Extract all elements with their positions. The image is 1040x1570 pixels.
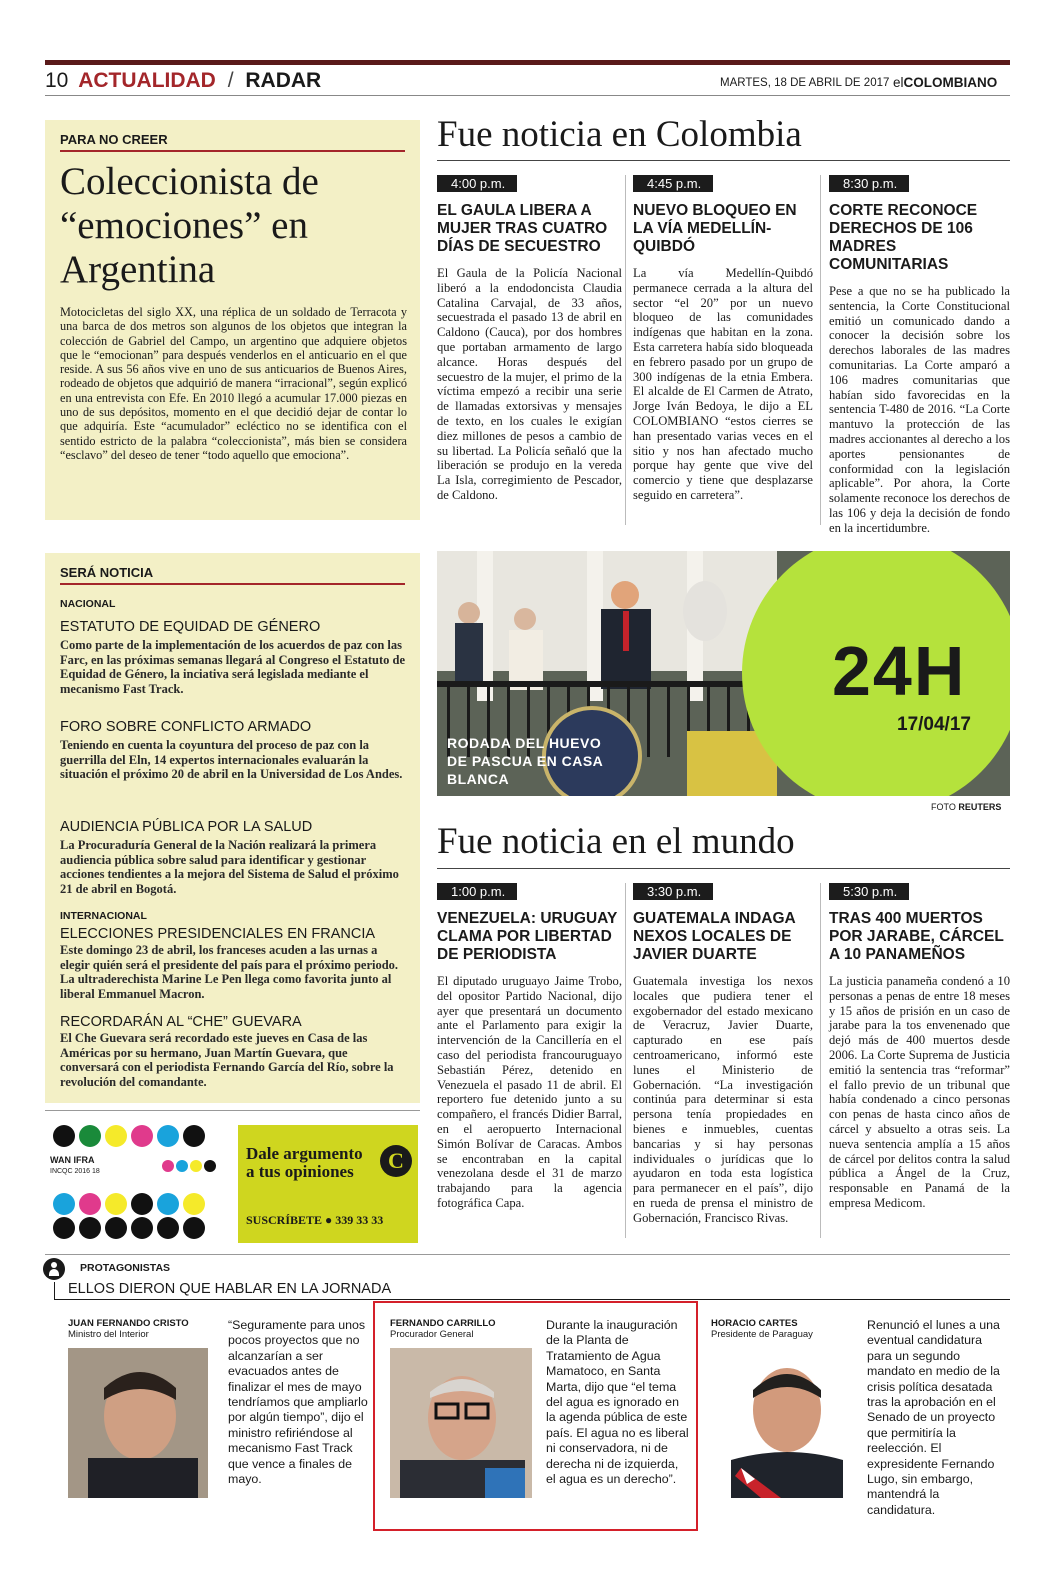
- section-name: ACTUALIDAD: [78, 69, 216, 92]
- item-headline: CORTE RECONOCE DERECHOS DE 106 MADRES COMUNITARIAS: [829, 202, 978, 273]
- column-rule: [820, 175, 821, 525]
- protagonistas-subtitle-rule: [54, 1299, 1010, 1300]
- mundo-item: [633, 883, 813, 1226]
- promo-line-2: a tus opiniones: [246, 1162, 354, 1181]
- section-separator: /: [227, 69, 234, 92]
- mundo-section-title: Fue noticia en el mundo: [437, 821, 795, 862]
- protagonist-name: JUAN FERNANDO CRISTO: [68, 1318, 189, 1329]
- mundo-item: [437, 883, 622, 1211]
- protagonist-name: HORACIO CARTES: [711, 1318, 798, 1329]
- sera-noticia-item: [60, 819, 405, 896]
- column-rule: [625, 175, 626, 525]
- item-title: AUDIENCIA PÚBLICA POR LA SALUD: [60, 819, 313, 835]
- brand-prefix: el: [893, 75, 904, 90]
- protagonist-photo: [721, 1348, 851, 1498]
- protagonist-card: [711, 1318, 1011, 1517]
- sera-noticia-item: [60, 619, 405, 696]
- protagonist-card: [68, 1318, 368, 1508]
- wan-ifra-label: WAN IFRA: [50, 1155, 95, 1165]
- time-badge: 5:30 p.m.: [829, 883, 909, 900]
- page-number: 10: [45, 69, 69, 92]
- item-title: ESTATUTO DE EQUIDAD DE GÉNERO: [60, 619, 321, 635]
- protagonistas-rule: [45, 1254, 1010, 1255]
- subscribe-ad[interactable]: [238, 1125, 418, 1243]
- subsection-name: RADAR: [245, 69, 322, 92]
- protagonist-quote: Renunció el lunes a una eventual candidatura para un segundo mandato en medio de la crisis política desatada tras la aprobación en el Senado de un proyecto que permitiría la reelección. El expresidente Fernando Lugo, sin embargo, mantendrá la candidatura.: [867, 1318, 1000, 1517]
- photo-24h: [437, 551, 1010, 796]
- promo-line-1: Dale argumento: [246, 1144, 363, 1163]
- time-badge: 1:00 p.m.: [437, 883, 517, 900]
- protagonistas-label: PROTAGONISTAS: [80, 1262, 171, 1274]
- colombia-item: [829, 175, 1010, 536]
- promo-cta[interactable]: SUSCRÍBETE ● 339 33 33: [246, 1213, 384, 1227]
- item-body: La vía Medellín-Quibdó permanece cerrada a la altura del sector “el 20” por un nuevo bloqueo de las comunidades indígenas que habitan en la zona. Esta carretera había sido bloqueada en febrero pasado por un grupo de 300 indígenas de la etnia Embera. El alcalde de El Carmen de Atrato, Jorge Iván Bedoya, le dijo a EL COLOMBIANO “estos cierres se han presentado varias veces en el sitio y nos han afectado mucho porque hay gente que vive del comercio y tiene que desplazarse seguido en carretera”.: [633, 266, 813, 502]
- item-title: RECORDARÁN AL “CHE” GUEVARA: [60, 1014, 302, 1030]
- badge-24h: 24H: [832, 632, 967, 710]
- item-body: El diputado uruguayo Jaime Trobo, del opositor Partido Nacional, dijo ayer que presentará un documento ante el Parlamento para exigir la intervención de la Cancillería en el caso del periodista francouruguayo Sebastián Pérez, detenido en Venezuela el pasado 11 de abril. El reportero fue detenido junto a su compañero, el francés Didier Barral, en el aeropuerto Internacional Simón Bolívar de Caracas. Ambos se encontraban en la capital venezolana desde el 31 de marzo trabajando para la agencia fotográfica Capa.: [437, 974, 622, 1210]
- protagonist-quote: “Seguramente para unos pocos proyectos que no alcanzarían a ser evacuados antes de finalizar el mes de mayo tendríamos que ampliarlo por algún tiempo”, dijo el ministro refiriéndose al mecanismo Fast Track que vence a finales de mayo.: [228, 1318, 368, 1487]
- item-body: El Che Guevara será recordado este jueves en Casa de las Américas por su hermano, Juan Martín Guevara, que conversará con el periodista Fernando García del Río, sobre la revolución del comandante.: [60, 1031, 394, 1089]
- item-headline: TRAS 400 MUERTOS POR JARABE, CÁRCEL A 10 PANAMEÑOS: [829, 910, 1004, 963]
- ads-rule: [45, 1110, 420, 1111]
- header-bottom-rule: [45, 95, 1010, 96]
- protagonistas-bracket: [54, 1282, 55, 1300]
- item-body: La Procuraduría General de la Nación realizará la primera audiencia pública sobre salud para identificar y gestionar acciones tendientes a la mejora del Sistema de Salud el próximo 21 de abril en Bogotá.: [60, 838, 399, 896]
- protagonist-role: Ministro del Interior: [68, 1329, 149, 1340]
- photo-caption: RODADA DEL HUEVO DE PASCUA EN CASA BLANCA: [447, 735, 603, 787]
- internacional-subhead: INTERNACIONAL: [60, 910, 147, 922]
- sera-noticia-item: [60, 719, 405, 782]
- item-title: FORO SOBRE CONFLICTO ARMADO: [60, 719, 312, 735]
- mundo-title-rule: [437, 868, 1010, 869]
- protagonist-name: FERNANDO CARRILLO: [390, 1318, 496, 1329]
- protagonist-card: [390, 1318, 690, 1508]
- badge-24h-date: 17/04/17: [897, 714, 971, 735]
- para-no-creer-label: PARA NO CREER: [60, 132, 405, 152]
- page-header: [45, 68, 321, 94]
- item-body: Guatemala investiga los nexos locales que pudiera tener el exgobernador del estado mexicano de Veracruz, Javier Duarte, capturado en ese país centroamericano, informó este lunes el Ministerio de Gobernación. “La investigación continúa para determinar si esta persona tenía propiedades en bienes e inmuebles, cuentas bancarias y si hay personas individuales o jurídicas que lo ayudaron en toda esta logística para permanecer en el país”, dijo en rueda de prensa el ministro de Gobernación, Francisco Rivas.: [633, 974, 813, 1225]
- item-body: Este domingo 23 de abril, los franceses acuden a las urnas a elegir quién será el presidente del país para el próximo periodo. La ultraderechista Marine Le Pen llega como favorita junto al liberal Emmanuel Macron.: [60, 943, 399, 1001]
- mundo-item: [829, 883, 1010, 1211]
- item-body: El Gaula de la Policía Nacional liberó a la endodoncista Claudia Catalina Carvajal, de 33 años, secuestrada el pasado 13 de abril en Caldono (Cauca), por dos hombres que portaban armamento de largo alcance. Horas después del secuestro de la mujer, el primo de la víctima empezó a recibir una serie de llamadas extorsivas y mensajes de texto, en los cuales le exigían diez millones de pesos a cambio de su libertad. La Policía señaló que la liberación se produjo en la vereda La Isla, corregimiento de Pescador, de Caldono.: [437, 266, 622, 502]
- header-top-rule: [45, 60, 1010, 65]
- item-title: ELECCIONES PRESIDENCIALES EN FRANCIA: [60, 926, 376, 942]
- item-headline: VENEZUELA: URUGUAY CLAMA POR LIBERTAD DE PERIODISTA: [437, 910, 617, 963]
- colombia-item: [633, 175, 813, 503]
- item-headline: GUATEMALA INDAGA NEXOS LOCALES DE JAVIER DUARTE: [633, 910, 796, 963]
- time-badge: 4:00 p.m.: [437, 175, 517, 192]
- sera-noticia-label: SERÁ NOTICIA: [60, 565, 405, 585]
- colombia-title-rule: [437, 160, 1010, 161]
- promo-logo: C: [380, 1145, 412, 1177]
- sera-noticia-item: [60, 1014, 405, 1089]
- brand-main: COLOMBIANO: [903, 75, 998, 90]
- protagonist-role: Procurador General: [390, 1329, 474, 1340]
- item-body: La justicia panameña condenó a 10 personas a penas de entre 18 meses y 15 años de prisión en un caso de jarabe para la tos envenenado que dejó más de 400 muertos desde 2006. La Corte Suprema de Justicia emitió la sentencia tras “reformar” el fallo previo de un tribunal que había condenado a cinco personas con penas de hasta cinco años de cárcel y absuelto a otras seis. La nueva sentencia amplía a 15 años de cárcel por delitos contra la salud pública a Ángel de la Cruz, responsable en Panamá de la empresa Medicom.: [829, 974, 1010, 1210]
- para-no-creer-body: Motocicletas del siglo XX, una réplica de un soldado de Terracota y una barca de dos metros son algunos de los objetos que integran la colección de Gabriel del Campo, un argentino que adquiere objetos que le “emocionan” para después venderlos en el anticuario en el que reside. A sus 56 años vive en uno de sus anticuarios de Buenos Aires, rodeado de objetos que adquirió de manera “irracional”, según explicó en una entrevista con Efe. En 2010 llegó a acumular 17.000 piezas en uno de sus depósitos, momento en el que decidió dejar de contar lo que adquiría. Este “acumulador” ecléctico no se identifica con el sentido estricto de la palabra “coleccionista”, más bien se considera “esclavo” del deseo de tener “todo aquello que emociona”.: [60, 305, 407, 462]
- time-badge: 4:45 p.m.: [633, 175, 713, 192]
- protagonist-photo: [390, 1348, 532, 1498]
- item-headline: EL GAULA LIBERA A MUJER TRAS CUATRO DÍAS DE SECUESTRO: [437, 202, 608, 255]
- protagonist-photo: [68, 1348, 208, 1498]
- photo-credit-name: REUTERS: [958, 802, 1002, 812]
- photo-credit-prefix: FOTO: [931, 802, 956, 812]
- column-rule: [820, 883, 821, 1238]
- para-no-creer-title: Coleccionista de “emociones” en Argentina: [60, 160, 319, 291]
- item-body: Teniendo en cuenta la coyuntura del proceso de paz con la guerrilla del Eln, 14 expertos internacionales evaluarán la situación el próximo 20 de abril en la Universidad de Los Andes.: [60, 738, 403, 782]
- protagonistas-subtitle: ELLOS DIERON QUE HABLAR EN LA JORNADA: [68, 1281, 392, 1297]
- item-body: Como parte de la implementación de los acuerdos de paz con las Farc, en las próximas semanas llegará al Congreso el Estatuto de Equidad de Género, la inciativa será legislada mediante el mecanismo Fast Track.: [60, 638, 406, 696]
- color-control-strip: [50, 1122, 225, 1240]
- sera-noticia-item: [60, 926, 405, 1001]
- photo-credit: [931, 802, 1001, 812]
- brand-logo: [893, 75, 997, 90]
- protagonist-role: Presidente de Paraguay: [711, 1329, 813, 1340]
- item-headline: NUEVO BLOQUEO EN LA VÍA MEDELLÍN-QUIBDÓ: [633, 202, 797, 255]
- item-body: Pese a que no se ha publicado la sentencia, la Corte Constitucional emitió un comunicado dando a conocer la decisión sobre los derechos laborales de las madres comunitarias. La Corte amparó a 106 madres comunitarias que habían sido favorecidas en la sentencia T-480 de 2016. “La Corte mantuvo la protección de las madres accionantes al derecho a los aportes pensionantes de conformidad con la legislación aplicable”. Por ahora, la Corte solamente reconoce los derechos de las 106 y deja la decisión de fondo en la incertidumbre.: [829, 284, 1010, 535]
- wan-ifra-sub: INCQC 2016 18: [50, 1168, 100, 1175]
- para-no-creer-box: [45, 120, 420, 520]
- person-icon: [43, 1258, 65, 1280]
- column-rule: [625, 883, 626, 1238]
- color-dots-graphic: [50, 1122, 225, 1240]
- issue-date: MARTES, 18 DE ABRIL DE 2017: [720, 77, 890, 89]
- nacional-subhead: NACIONAL: [60, 598, 116, 610]
- time-badge: 3:30 p.m.: [633, 883, 713, 900]
- protagonist-quote: Durante la inauguración de la Planta de Tratamiento de Agua Mamatoco, en Santa Marta, dijo que “el tema del agua es ignorado en la agenda pública de este país. El agua no es liberal ni conservadora, ni de derecha ni de izquierda, el agua es un derecho”.: [546, 1318, 689, 1487]
- sera-noticia-box: [45, 553, 420, 1103]
- time-badge: 8:30 p.m.: [829, 175, 909, 192]
- colombia-section-title: Fue noticia en Colombia: [437, 114, 802, 155]
- colombia-item: [437, 175, 622, 503]
